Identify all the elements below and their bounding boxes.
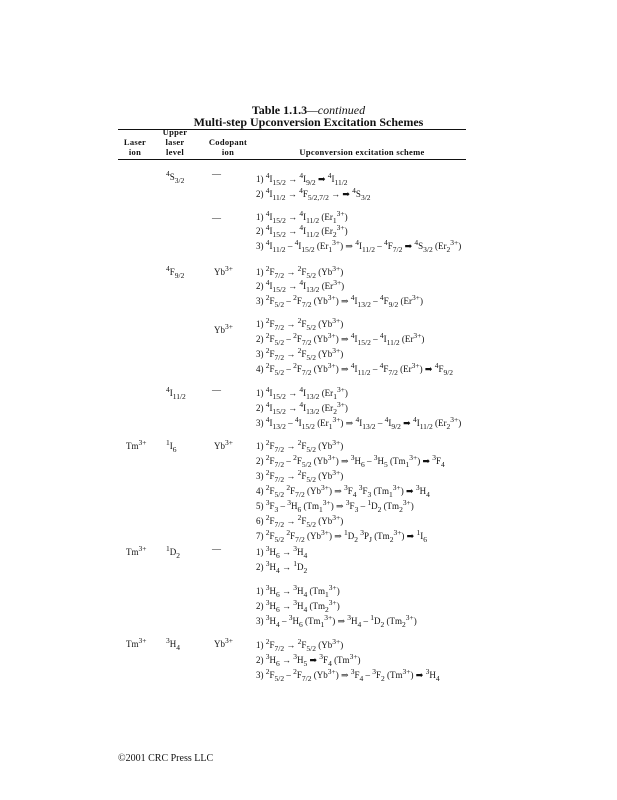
- header-codopant: Codopant ion: [208, 137, 248, 157]
- row-laser-ion: $Tm^{3+}$: [126, 544, 147, 557]
- scheme-line: 3) $^2F_{5/2} - ^2F_{7/2}$ $(Yb^{3+})$ ⇒ $^4I_{13/2} - ^4F_{9/2}$ $(Er^{3+})$: [256, 293, 423, 309]
- row-level: $^4S_{3/2}$: [166, 169, 185, 185]
- table-title: Table 1.1.3—continued: [251, 103, 366, 117]
- scheme-line: 4) $^2F_{5/2}$ $^2F_{7/2}$ $(Yb^{3+})$ ⇒ $^3F_4$ $^3F_3$ $(Tm_1^{3+})$ ➡ $^3H_4$: [256, 483, 430, 499]
- scheme-line: 3) $^2F_{7/2} \to ^2F_{5/2}$ $(Yb^{3+})$: [256, 468, 344, 484]
- scheme-line: 1) $^2F_{7/2} \to ^2F_{5/2}$ $(Yb^{3+})$: [256, 316, 344, 332]
- row-level: $^1I_6$: [166, 438, 177, 454]
- copyright-footer: ©2001 CRC Press LLC: [118, 753, 214, 764]
- scheme-line: 2) $^3H_6 \to ^3H_4$ $(Tm_2^{3+})$: [256, 598, 340, 614]
- scheme-line: 3) $^4I_{13/2} - ^4I_{15/2}$ $(Er_1^{3+})$ ⇒ $^4I_{13/2} - ^4I_{9/2}$ ➡ $^4I_{11/2}$ $(Er_2^{3+})$: [256, 415, 462, 431]
- scheme-line: 2) $^4I_{15/2} \to ^4I_{13/2}$ $(Er^{3+})$: [256, 278, 345, 294]
- scheme-line: 7) $^2F_{5/2}$ $^2F_{7/2}$ $(Yb^{3+})$ ⇒ $^1D_2$ $^3P_J$ $(Tm_2^{3+})$ ➡ $^1I_6$: [256, 528, 427, 544]
- row-laser-ion: $Tm^{3+}$: [126, 636, 147, 649]
- scheme-line: 1) $^2F_{7/2} \to ^2F_{5/2}$ $(Yb^{3+})$: [256, 264, 344, 280]
- row-level: $^4F_{9/2}$: [166, 264, 185, 280]
- row-codopant: —: [212, 169, 221, 179]
- scheme-line: 4) $^2F_{5/2} - ^2F_{7/2}$ $(Yb^{3+})$ ⇒ $^4I_{11/2} - ^4F_{7/2}$ $(Er^{3+})$ ➡ $^4F_{9/2}$: [256, 361, 454, 377]
- scheme-line: 2) $^3H_4 \to ^1D_2$: [256, 559, 308, 575]
- row-level: $^4I_{11/2}$: [166, 385, 186, 401]
- header-upper-level: Upper laser level: [162, 127, 188, 157]
- table-subtitle: Multi-step Upconversion Excitation Schemes: [193, 115, 424, 129]
- scheme-line: 1) $^3H_6 \to ^3H_4$ $(Tm_1^{3+})$: [256, 583, 340, 599]
- scheme-line: 1) $^3H_6 \to ^3H_4$: [256, 544, 308, 560]
- row-laser-ion: $Tm^{3+}$: [126, 438, 147, 451]
- scheme-line: 1) $^2F_{7/2} \to ^2F_{5/2}$ $(Yb^{3+})$: [256, 637, 344, 653]
- row-codopant: $Yb^{3+}$: [214, 636, 233, 649]
- scheme-line: 1) $^4I_{15/2} \to ^4I_{13/2}$ $(Er_1^{3+})$: [256, 385, 348, 401]
- scheme-line: 5) $^3F_3 - ^3H_6$ $(Tm_1^{3+})$ ⇒ $^3F_3 - ^1D_2$ $(Tm_2^{3+})$: [256, 498, 414, 514]
- header-laser-ion: Laser ion: [123, 137, 147, 157]
- scheme-line: 3) $^4I_{11/2} - ^4I_{15/2}$ $(Er_1^{3+})$ ⇒ $^4I_{11/2} - ^4F_{7/2}$ ➡ $^4S_{3/2}$ $(Er_2^{3+})$: [256, 238, 462, 254]
- scheme-line: 6) $^2F_{7/2} \to ^2F_{5/2}$ $(Yb^{3+})$: [256, 513, 344, 529]
- header-scheme: Upconversion excitation scheme: [299, 147, 425, 157]
- row-codopant: $Yb^{3+}$: [214, 322, 233, 335]
- scheme-line: 2) $^4I_{15/2} \to ^4I_{11/2}$ $(Er_2^{3+})$: [256, 223, 348, 239]
- scheme-line: 2) $^2F_{5/2} - ^2F_{7/2}$ $(Yb^{3+})$ ⇒ $^4I_{15/2} - ^4I_{11/2}$ $(Er^{3+})$: [256, 331, 425, 347]
- row-codopant: —: [212, 213, 221, 223]
- row-codopant: $Yb^{3+}$: [214, 264, 233, 277]
- scheme-line: 2) $^3H_6 \to ^3H_5$ ➡ $^3F_4$ $(Tm^{3+})$: [256, 652, 361, 668]
- scheme-line: 3) $^2F_{7/2} \to ^2F_{5/2}$ $(Yb^{3+})$: [256, 346, 344, 362]
- scheme-line: 1) $^4I_{15/2} \to ^4I_{9/2}$ ➡ $^4I_{11/2}$: [256, 171, 348, 187]
- scheme-line: 3) $^3H_4 - ^3H_6$ $(Tm_1^{3+})$ ⇒ $^3H_4 - ^1D_2$ $(Tm_2^{3+})$: [256, 613, 417, 629]
- row-level: $^3H_4$: [166, 636, 180, 652]
- scheme-line: 2) $^4I_{15/2} \to ^4I_{13/2}$ $(Er_2^{3+})$: [256, 400, 348, 416]
- header-rule: [118, 159, 466, 160]
- scheme-line: 3) $^2F_{5/2} - ^2F_{7/2}$ $(Yb^{3+})$ ⇒ $^3F_4 - ^3F_2$ $(Tm^{3+})$ ➡ $^3H_4$: [256, 667, 440, 683]
- row-level: $^1D_2$: [166, 544, 180, 560]
- row-codopant: $Yb^{3+}$: [214, 438, 233, 451]
- scheme-line: 2) $^2F_{7/2} - ^2F_{5/2}$ $(Yb^{3+})$ ⇒ $^3H_6 - ^3H_5$ $(Tm_1^{3+})$ ➡ $^3F_4$: [256, 453, 445, 469]
- row-codopant: —: [212, 385, 221, 395]
- scheme-line: 1) $^4I_{15/2} \to ^4I_{11/2}$ $(Er_1^{3+})$: [256, 209, 348, 225]
- scheme-line: 2) $^4I_{11/2} \to ^4F_{5/2,7/2}$ → ➡ $^4S_{3/2}$: [256, 186, 371, 202]
- row-codopant: —: [212, 544, 221, 554]
- scheme-line: 1) $^2F_{7/2} \to ^2F_{5/2}$ $(Yb^{3+})$: [256, 438, 344, 454]
